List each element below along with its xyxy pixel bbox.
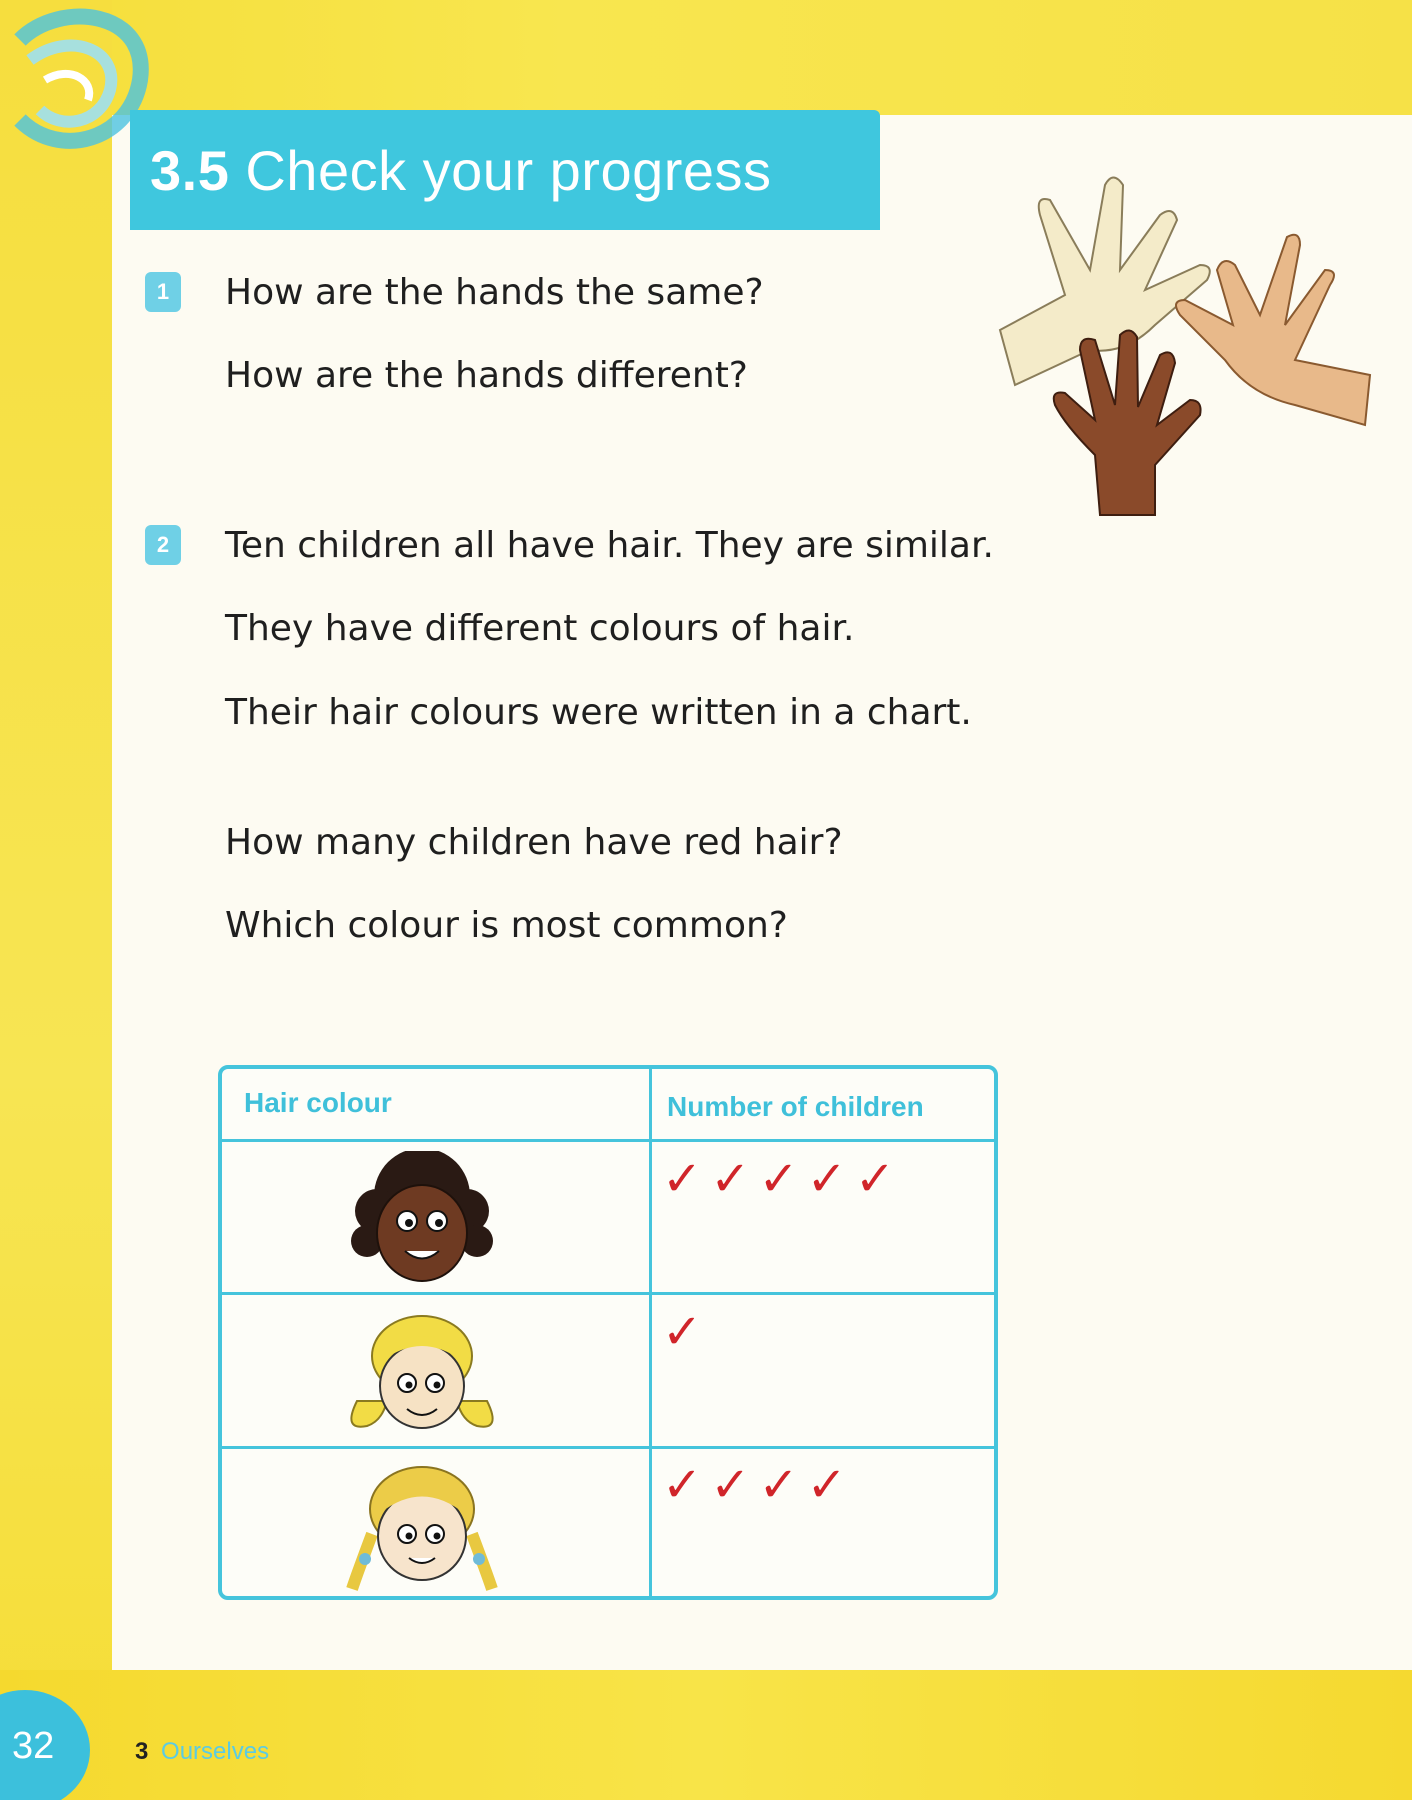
question-1-line-1: How are the hands the same? xyxy=(225,272,764,313)
section-title: Check your progress xyxy=(245,138,772,202)
tan-hand-icon xyxy=(1176,235,1370,425)
question-2-line-2: They have different colours of hair. xyxy=(225,608,855,649)
pale-hand-icon xyxy=(1000,178,1210,386)
section-number: 3.5 xyxy=(150,138,230,202)
table-row-divider xyxy=(222,1292,994,1295)
section-title-banner xyxy=(130,110,880,230)
question-2-line-1: Ten children all have hair. They are similar. xyxy=(225,525,994,566)
left-yellow-band xyxy=(0,0,112,1800)
dark-curly-hair-face-icon xyxy=(337,1151,507,1286)
three-hands-illustration xyxy=(995,175,1375,520)
table-column-divider xyxy=(649,1069,652,1596)
blonde-bunches-hair-face-icon xyxy=(337,1301,507,1441)
question-2-line-5: Which colour is most common? xyxy=(225,905,788,946)
bottom-yellow-band xyxy=(0,1670,1412,1800)
question-1-badge: 1 xyxy=(145,272,181,312)
header-hair-colour: Hair colour xyxy=(244,1087,392,1118)
question-2-line-4: How many children have red hair? xyxy=(225,822,843,863)
tally-ticks-row-3: ✓✓✓✓ xyxy=(662,1457,855,1513)
table-row-divider xyxy=(222,1446,994,1449)
chapter-footer xyxy=(135,1738,269,1766)
tally-ticks-row-2: ✓ xyxy=(662,1304,711,1360)
chapter-number: 3 xyxy=(135,1738,149,1765)
table-header-divider xyxy=(222,1139,994,1142)
chapter-name: Ourselves xyxy=(161,1738,270,1765)
question-2-line-3: Their hair colours were written in a chart. xyxy=(225,692,972,733)
question-1-line-2: How are the hands different? xyxy=(225,355,748,396)
header-number-of-children: Number of children xyxy=(667,1091,924,1122)
fair-plaits-hair-face-icon xyxy=(337,1454,507,1594)
tally-ticks-row-1: ✓✓✓✓✓ xyxy=(662,1151,904,1207)
dark-hand-icon xyxy=(1054,330,1201,515)
top-yellow-band xyxy=(0,0,1412,115)
hair-colour-table xyxy=(218,1065,998,1600)
question-2-badge: 2 xyxy=(145,525,181,565)
page-number: 32 xyxy=(12,1725,55,1767)
